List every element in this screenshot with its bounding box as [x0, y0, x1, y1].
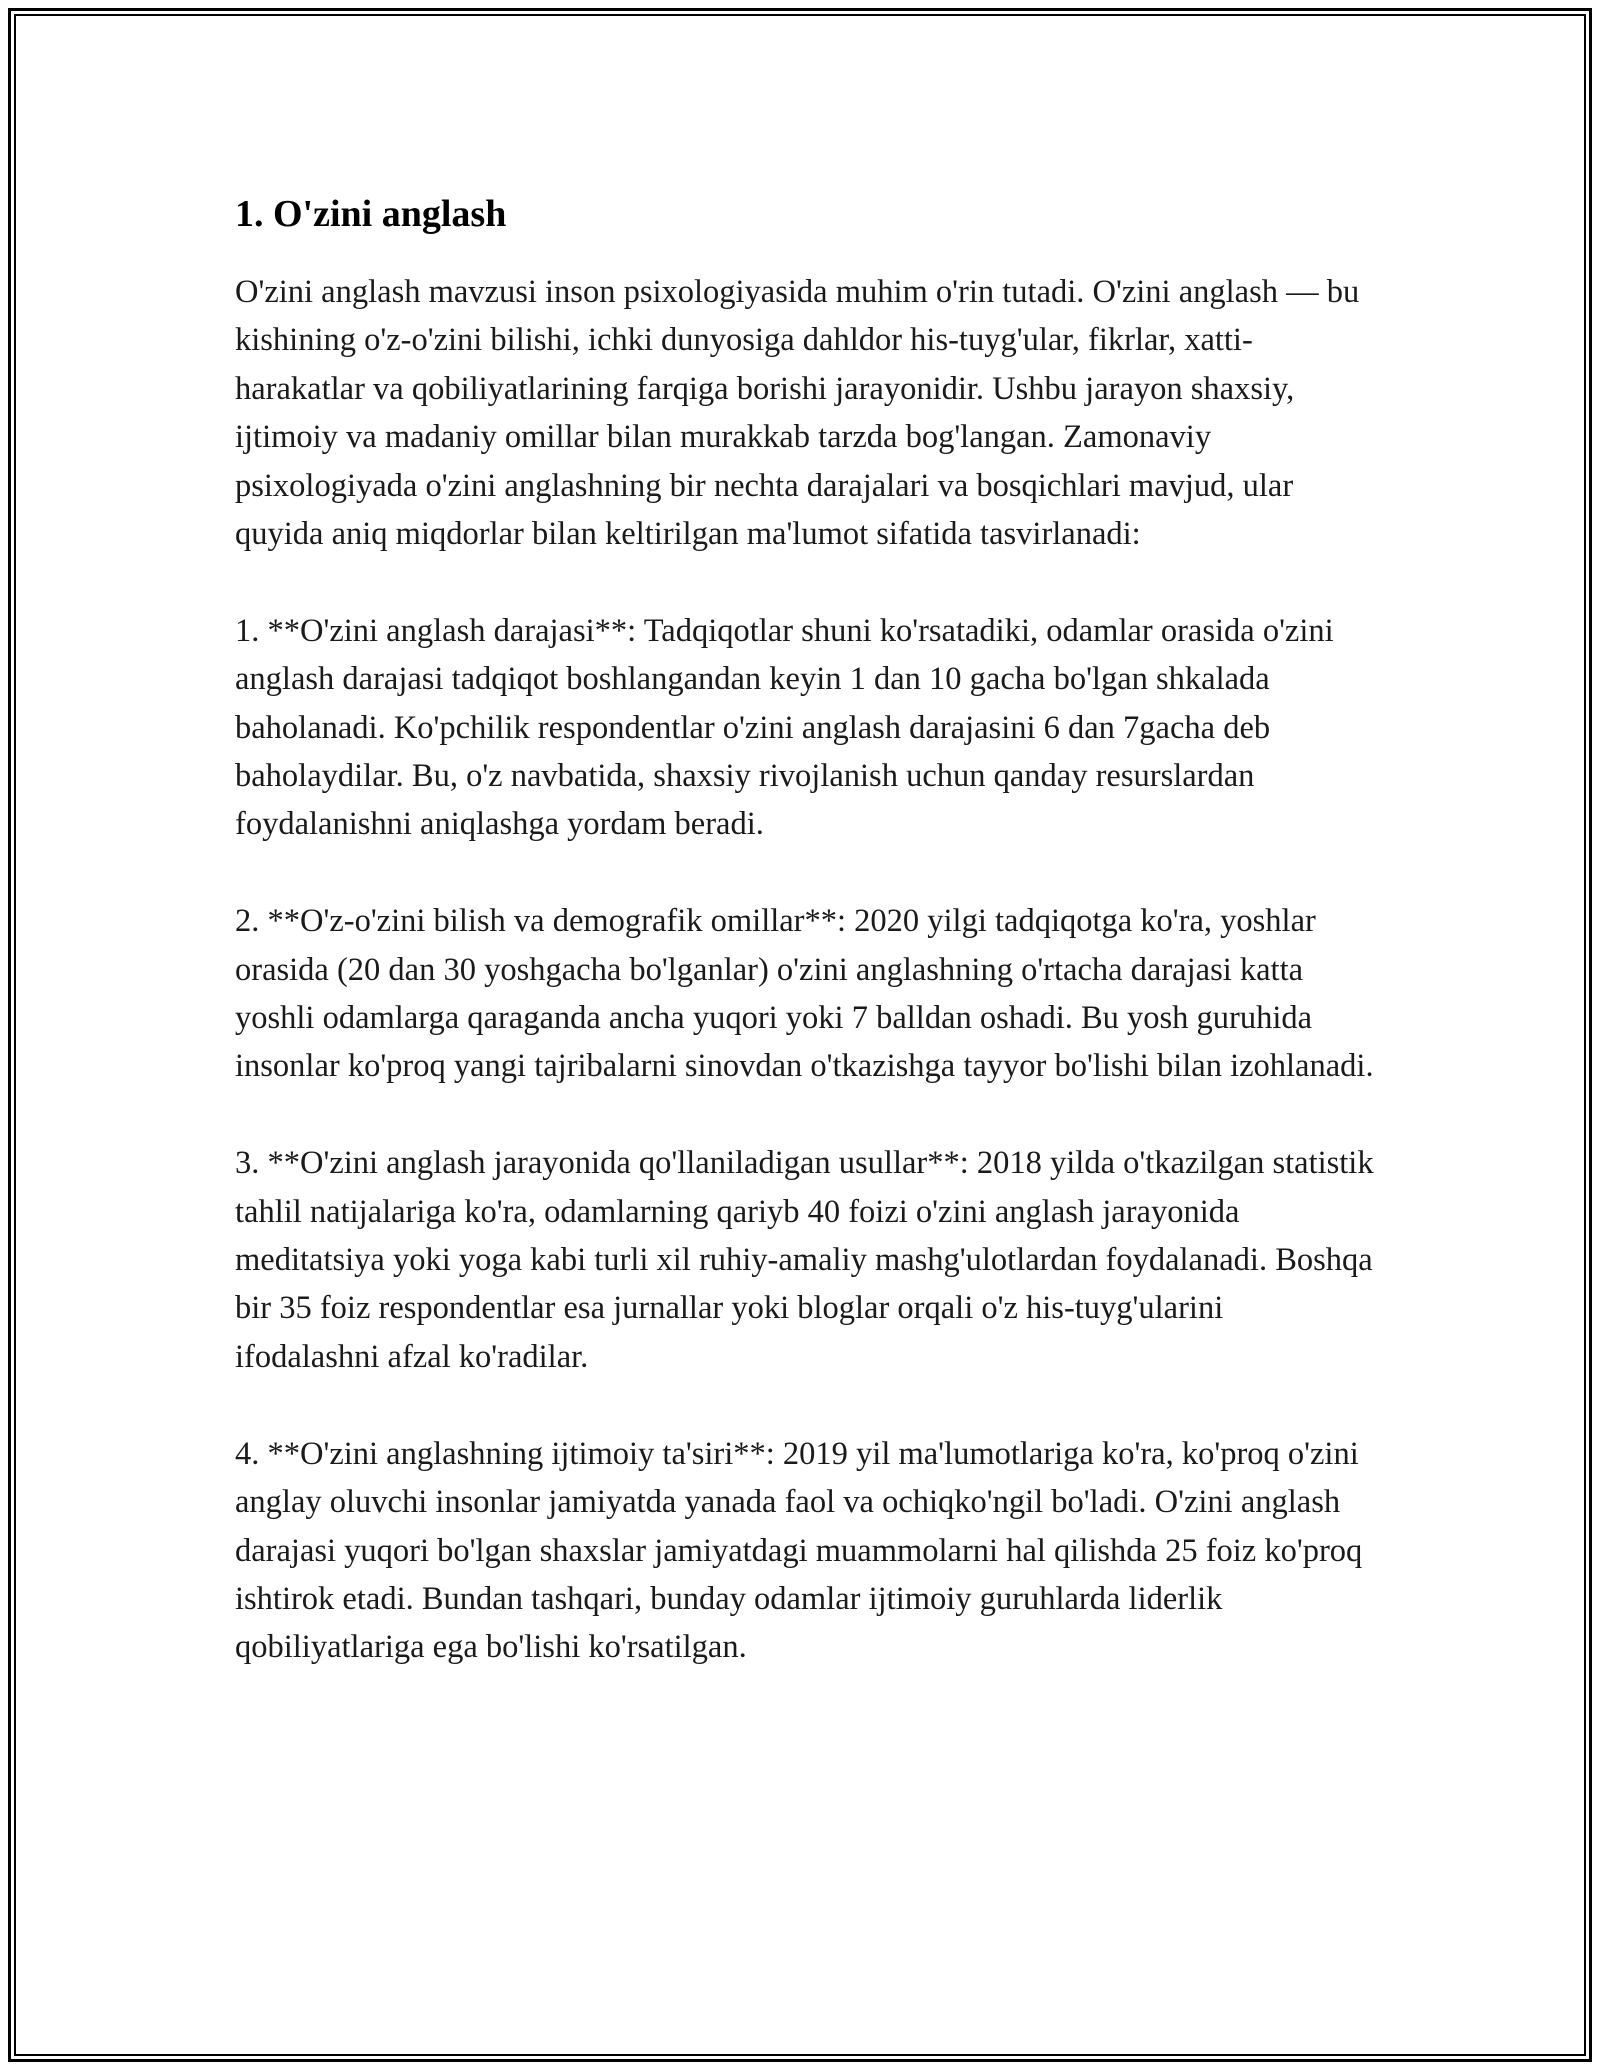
list-item-2-paragraph: 2. **O'z-o'zini bilish va demografik omillar**: 2020 yilgi tadqiqotga ko'ra, yoshlar orasida (20 dan 30 yoshgacha bo'lganlar) o'zini anglashning o'rtacha darajasi katta yoshli odamlarga qaraganda ancha yuqori yoki 7 balldan oshadi. Bu yosh guruhida insonlar ko'proq yangi tajribalarni sinovdan o'tkazishga tayyor bo'lishi bilan izohlanadi. [235, 903, 1374, 1085]
list-item-4-paragraph: 4. **O'zini anglashning ijtimoiy ta'siri**: 2019 yil ma'lumotlariga ko'ra, ko'proq o'zini anglay oluvchi insonlar jamiyatda yanada faol va ochiqko'ngil bo'ladi. O'zini anglash darajasi yuqori bo'lgan shaxslar jamiyatdagi muammolarni hal qilishda 25 foiz ko'proq ishtirok etadi. Bundan tashqari, bunday odamlar ijtimoiy guruhlarda liderlik qobiliyatlariga ega bo'lishi ko'rsatilgan. [235, 1435, 1363, 1666]
document-body [235, 186, 1375, 1672]
section-title: 1. O'zini anglash [235, 193, 507, 235]
intro-paragraph: O'zini anglash mavzusi inson psixologiyasida muhim o'rin tutadi. O'zini anglash — bu kishining o'z-o'zini bilishi, ichki dunyosiga dahldor his-tuyg'ular, fikrlar, xatti-harakatlar va qobiliyatlarining farqiga borishi jarayonidir. Ushbu jarayon shaxsiy, ijtimoiy va madaniy omillar bilan murakkab tarzda bog'langan. Zamonaviy psixologiyada o'zini anglashning bir nechta darajalari va bosqichlari mavjud, ular quyida aniq miqdorlar bilan keltirilgan ma'lumot sifatida tasvirlanadi: [235, 274, 1360, 553]
list-item-1-paragraph: 1. **O'zini anglash darajasi**: Tadqiqotlar shuni ko'rsatadiki, odamlar orasida o'zini anglash darajasi tadqiqot boshlangandan keyin 1 dan 10 gacha bo'lgan shkalada baholanadi. Ko'pchilik respondentlar o'zini anglash darajasini 6 dan 7gacha deb baholaydilar. Bu, o'z navbatida, shaxsiy rivojlanish uchun qanday resurslardan foydalanishni aniqlashga yordam beradi. [235, 612, 1334, 843]
list-item-3-paragraph: 3. **O'zini anglash jarayonida qo'llaniladigan usullar**: 2018 yilda o'tkazilgan statistik tahlil natijalariga ko'ra, odamlarning qariyb 40 foizi o'zini anglash jarayonida meditatsiya yoki yoga kabi turli xil ruhiy-amaliy mashg'ulotlardan foydalanadi. Boshqa bir 35 foiz respondentlar esa jurnallar yoki bloglar orqali o'z his-tuyg'ularini ifodalashni afzal ko'radilar. [235, 1145, 1374, 1375]
